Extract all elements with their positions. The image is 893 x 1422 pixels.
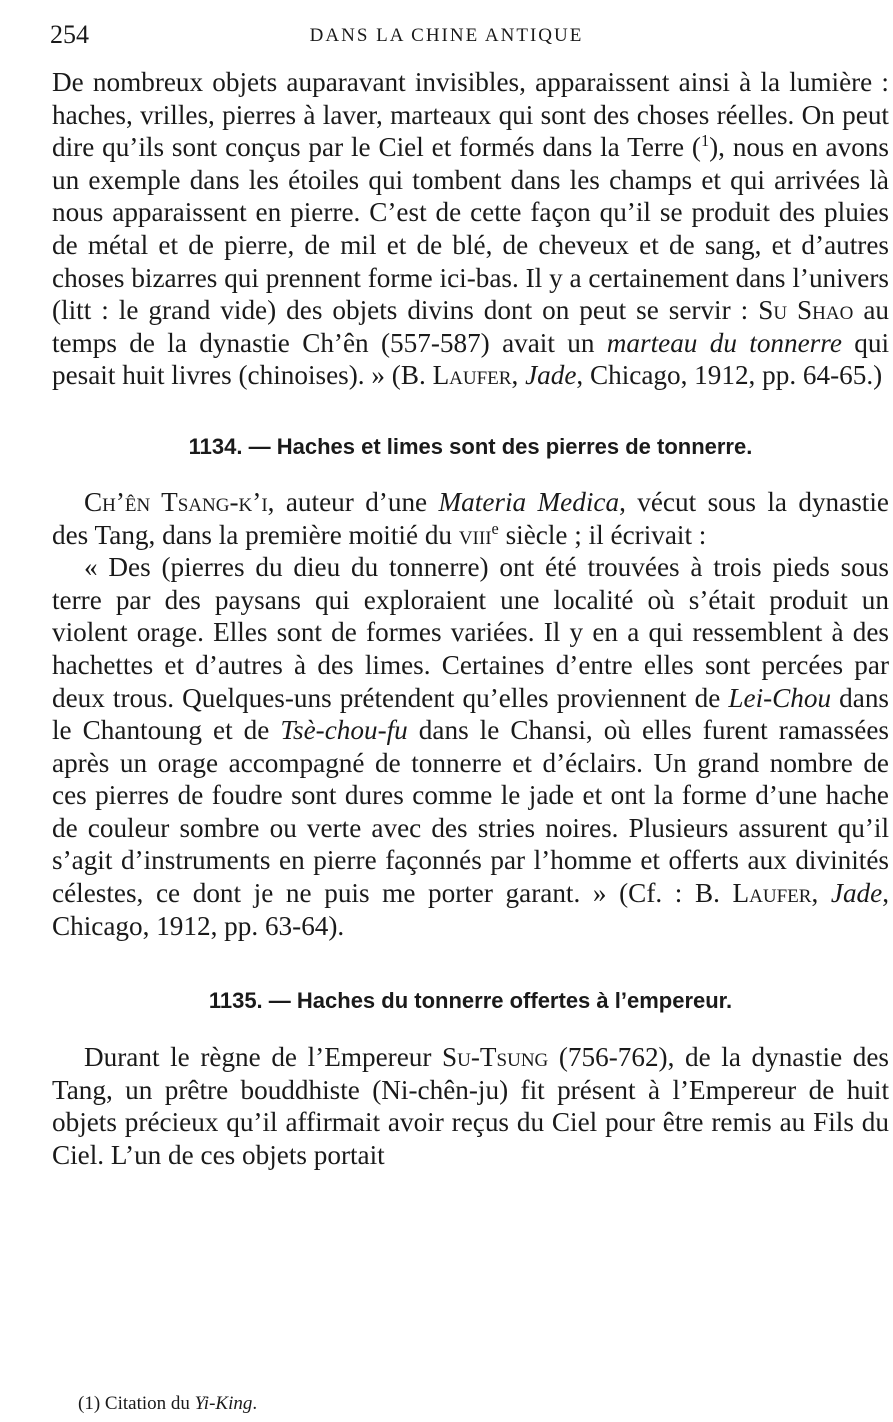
section-heading-1135: 1135. — Haches du tonnerre offertes à l’empereur. bbox=[208, 988, 733, 1014]
place-name: Lei-Chou bbox=[728, 682, 832, 713]
paragraph-thunder-stones-quote: « Des (pierres du dieu du tonnerre) ont été trouvées à trois pieds sous terre par des paysans qui exploraient une localité où s’était produit un violent orage. Elles sont de formes variées. Il y en a qui ressemblent à des hachettes et d’autres à des limes. Certaines d’entre elles sont percées par deux trous. Quelques-uns prétendent qu’elles proviennent de Lei-Chou dans le Chantoung et de Tsè-chou-fu dans le Chansi, où elles furent ramassées après un orage accompagné de tonnerre et d’éclairs. Un grand nombre de ces pierres de foudre sont dures comme le jade et ont la forme d’une hache de couleur sombre ou verte avec des stries noires. Plusieurs assurent qu’il s’agit d’instruments en pierre façonnés par l’homme et offerts aux divinités célestes, ce dont je ne puis me porter garant. » (Cf. : B. Laufer, Jade, Chicago, 1912, pp. 63-64). bbox=[52, 552, 890, 941]
book-title: Yi-King bbox=[194, 1393, 253, 1414]
footnote: (1) Citation du Yi-King. bbox=[78, 1393, 258, 1414]
place-name: Tsè-chou-fu bbox=[280, 715, 408, 746]
century-numeral: viii bbox=[458, 519, 492, 550]
person-name: Ch’ên Tsang-k’i bbox=[84, 486, 268, 517]
author-name: Laufer bbox=[732, 878, 812, 909]
person-name: Su Shao bbox=[758, 295, 854, 326]
paragraph-laufer-quote: De nombreux objets auparavant invisibles, apparaissent ainsi à la lumière : haches, vrilles, pierres à laver, marteaux qui sont des choses réelles. On peut dire qu’ils sont conçus par le Ciel et formés dans la Terre ($^1$), nous en avons un exemple dans les étoiles qui tombent dans les champs et qui arrivées là nous apparaissent en pierre. C’est de cette façon qu’il se produit des pluies de métal et de pierre, de mil et de blé, de cheveux et de sang, et d’autres choses bizarres qui prennent forme ici-bas. Il y a certainement dans l’univers (litt : le grand vide) des objets divins dont on peut se servir : Su Shao au temps de la dynastie Ch’ên (557-587) avait un marteau du tonnerre qui pesait huit livres (chinoises). » (B. Laufer, Jade, Chicago, 1912, pp. 64-65.) bbox=[52, 67, 889, 391]
footnote-ref: 1 bbox=[700, 131, 710, 151]
section-heading-1134: 1134. — Haches et limes sont des pierres de tonnerre. bbox=[188, 433, 753, 459]
page-number: 254 bbox=[50, 20, 89, 49]
page-header bbox=[0, 0, 893, 60]
emperor-name: Su-Tsung bbox=[442, 1042, 549, 1073]
author-name: Laufer bbox=[432, 360, 512, 391]
running-title: DANS LA CHINE ANTIQUE bbox=[309, 25, 584, 46]
paragraph-chen-tsang-ki: Ch’ên Tsang-k’i, auteur d’une Materia Medica, vécut sous la dynastie des Tang, dans la première moitié du viii$^e$ siècle ; il écrivait : bbox=[52, 486, 889, 550]
paragraph-su-tsung: Durant le règne de l’Empereur Su-Tsung (756-762), de la dynastie des Tang, un prêtre bouddhiste (Ni-chên-ju) fit présent à l’Empereur de huit objets précieux qu’il affirmait avoir reçus du Ciel pour être remis au Fils du Ciel. L’un de ces objets portait bbox=[52, 1042, 889, 1171]
emphasis-text: marteau du tonnerre bbox=[606, 327, 842, 358]
book-title: Jade bbox=[525, 360, 577, 391]
book-title: Jade bbox=[830, 878, 883, 909]
page-body bbox=[52, 66, 889, 1172]
book-title: Materia Medica bbox=[438, 486, 620, 517]
